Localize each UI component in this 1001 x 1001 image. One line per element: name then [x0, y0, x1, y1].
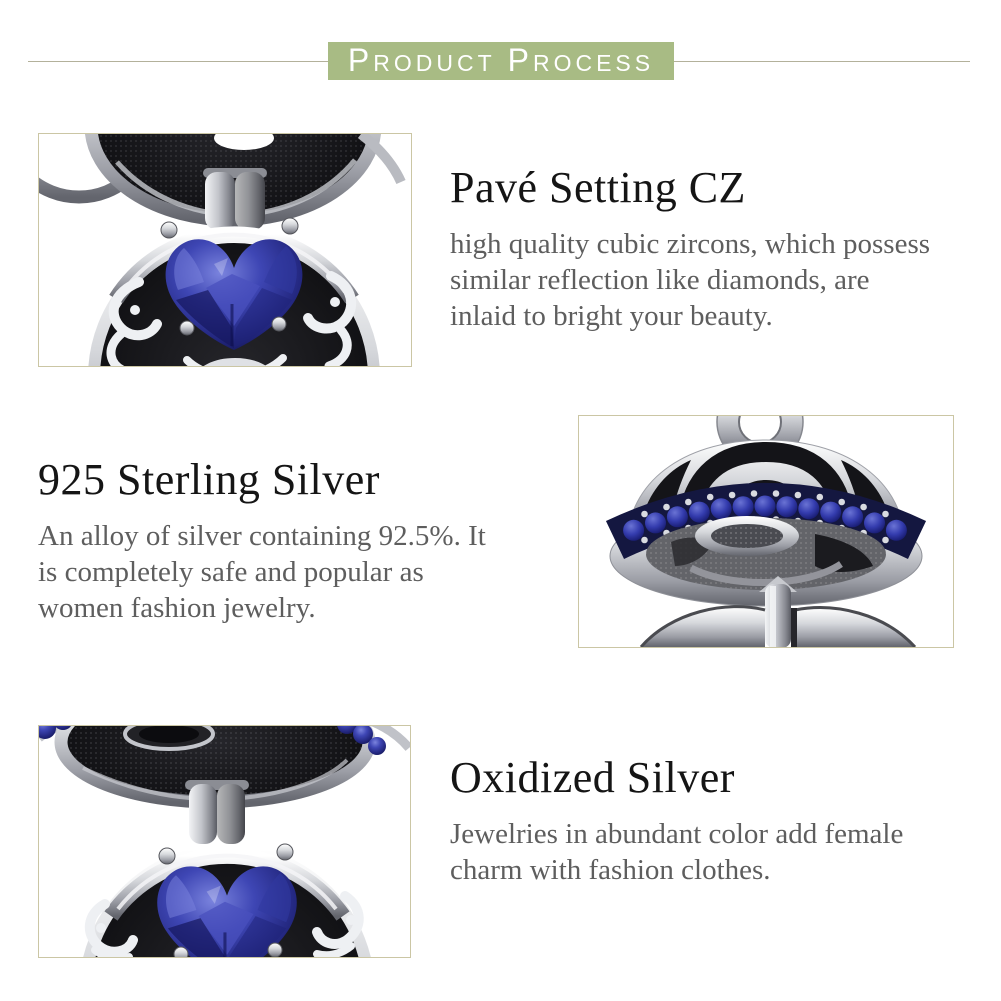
header-rule-right: [674, 61, 970, 62]
section-925-sterling-silver: [38, 455, 548, 626]
header-word-1: PRODUCT: [347, 42, 496, 78]
section-heading: Pavé Setting CZ: [450, 163, 746, 212]
header-word-2: PROCESS: [507, 42, 655, 78]
product-photo-open-charm: [38, 133, 412, 367]
charm-lid-illustration: [579, 416, 953, 647]
section-heading: 925 Sterling Silver: [38, 455, 380, 504]
open-charm-angled-illustration: [39, 726, 410, 957]
product-photo-charm-lid: [578, 415, 954, 648]
section-body: An alloy of silver containing 92.5%. It is completely safe and popular as women fashion jewelry.: [38, 520, 486, 625]
header-rule-left: [28, 61, 328, 62]
section-heading: Oxidized Silver: [450, 753, 735, 802]
product-photo-open-charm-angled: [38, 725, 411, 958]
section-body: high quality cubic zircons, which possess similar reflection like diamonds, are inlaid to bright your beauty.: [450, 228, 931, 333]
section-body: Jewelries in abundant color add female charm with fashion clothes.: [450, 818, 904, 887]
header-banner: [328, 42, 674, 80]
section-oxidized-silver: [450, 753, 970, 888]
section-pave-setting-cz: [450, 163, 970, 334]
open-charm-illustration: [39, 134, 411, 366]
